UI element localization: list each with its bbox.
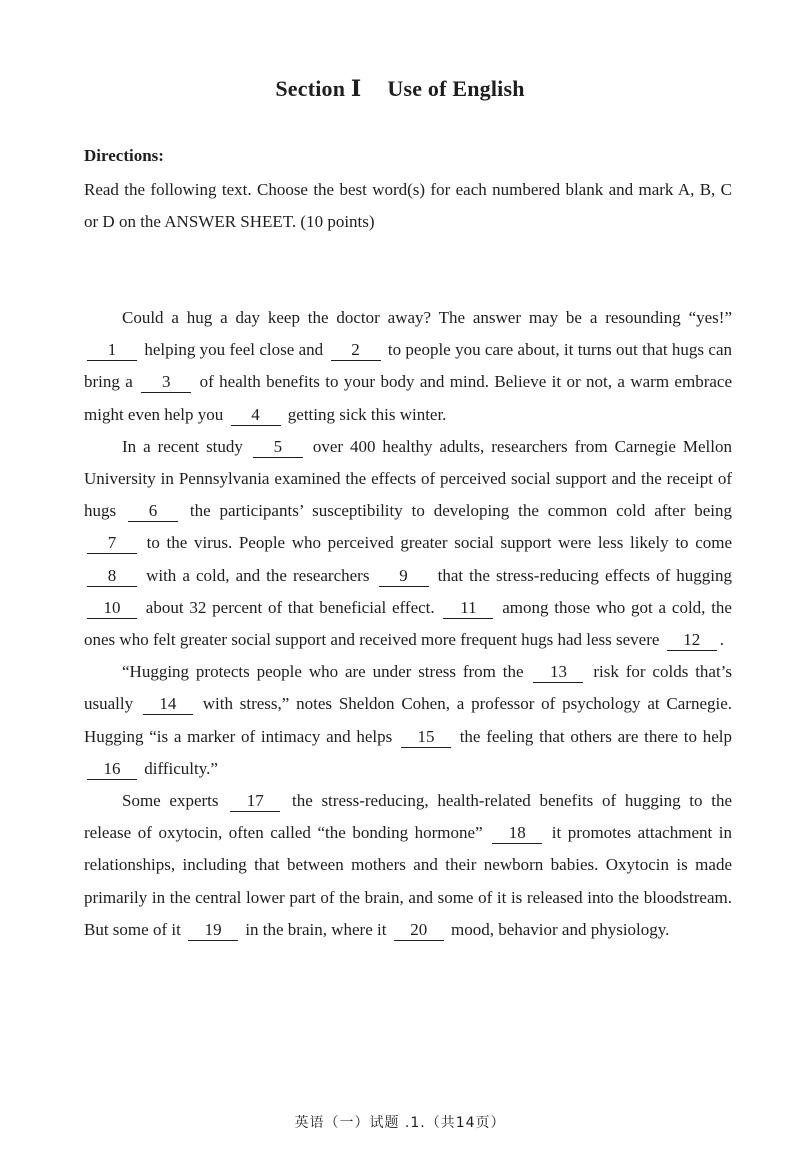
paragraph-2 bbox=[84, 431, 732, 656]
text: Some experts bbox=[122, 791, 219, 811]
section-number: Section Ⅰ bbox=[275, 76, 362, 101]
blank-17: 17 bbox=[230, 791, 280, 812]
blank-7: 7 bbox=[87, 533, 137, 554]
text: about 32 percent of that beneficial effect. bbox=[145, 597, 435, 617]
text: . bbox=[719, 630, 724, 650]
text: the stress-reducing, health-related benefits of hugging to the release of oxytocin, often called “the bonding hormone” bbox=[84, 791, 732, 843]
text: over 400 healthy adults, researchers from Carnegie Mellon University in Pennsylvania examined the effects of perceived social support and the receipt of hugs bbox=[84, 436, 732, 521]
text: to people you care about, it turns out that hugs can bring a bbox=[84, 340, 732, 392]
section-title bbox=[0, 76, 800, 102]
text: getting sick this winter. bbox=[287, 404, 447, 424]
paragraph-4 bbox=[84, 785, 732, 946]
text: in the brain, where it bbox=[245, 919, 387, 939]
blank-18: 18 bbox=[492, 823, 542, 844]
blank-6: 6 bbox=[128, 501, 178, 522]
text: the feeling that others are there to help bbox=[459, 726, 733, 746]
blank-10: 10 bbox=[87, 598, 137, 619]
blank-4: 4 bbox=[231, 405, 281, 426]
text: of health benefits to your body and mind. Believe it or not, a warm embrace might even help you bbox=[84, 372, 732, 424]
text: helping you feel close and bbox=[144, 340, 324, 360]
blank-11: 11 bbox=[443, 598, 493, 619]
blank-20: 20 bbox=[394, 920, 444, 941]
text: Could a hug a day keep the doctor away? The answer may be a resounding “yes!” bbox=[122, 308, 732, 327]
directions-text: Read the following text. Choose the best word(s) for each numbered blank and mark A, B, C or D on the ANSWER SHEET. (10 points) bbox=[84, 180, 732, 231]
text: risk for colds that’s usually bbox=[84, 662, 733, 714]
text: “Hugging protects people who are under stress from the bbox=[122, 662, 524, 682]
directions-label: Directions: bbox=[84, 146, 164, 165]
text: with a cold, and the researchers bbox=[146, 565, 370, 585]
blank-8: 8 bbox=[87, 566, 137, 587]
text: it promotes attachment in relationships, including that between mothers and their newborn babies. Oxytocin is made primarily in the central lower part of the brain, and some of it is released into the bloodstream. But some of it bbox=[84, 823, 733, 939]
text: In a recent study bbox=[122, 436, 243, 456]
text: the participants’ susceptibility to developing the common cold after being bbox=[189, 501, 733, 521]
blank-13: 13 bbox=[533, 662, 583, 683]
text: difficulty.” bbox=[144, 758, 218, 778]
blank-19: 19 bbox=[188, 920, 238, 941]
blank-15: 15 bbox=[401, 727, 451, 748]
blank-9: 9 bbox=[379, 566, 429, 587]
paragraph-1 bbox=[84, 302, 732, 431]
paragraph-3 bbox=[84, 656, 732, 785]
blank-12: 12 bbox=[667, 630, 717, 651]
text: to the virus. People who perceived greater social support were less likely to come bbox=[146, 533, 733, 553]
passage bbox=[84, 302, 732, 946]
section-name: Use of English bbox=[387, 76, 525, 101]
blank-1: 1 bbox=[87, 340, 137, 361]
text: among those who got a cold, the ones who felt greater social support and received more frequent hugs had less severe bbox=[84, 597, 732, 650]
blank-16: 16 bbox=[87, 759, 137, 780]
text: mood, behavior and physiology. bbox=[450, 919, 670, 939]
text: with stress,” notes Sheldon Cohen, a professor of psychology at Carnegie. Hugging “is a marker of intimacy and helps bbox=[84, 694, 733, 746]
blank-3: 3 bbox=[141, 372, 191, 393]
text: that the stress-reducing effects of hugging bbox=[437, 565, 733, 585]
blank-2: 2 bbox=[331, 340, 381, 361]
page-footer: 英语（一）试题 .1.（共14页） bbox=[294, 1115, 506, 1131]
blank-14: 14 bbox=[143, 694, 193, 715]
blank-5: 5 bbox=[253, 437, 303, 458]
